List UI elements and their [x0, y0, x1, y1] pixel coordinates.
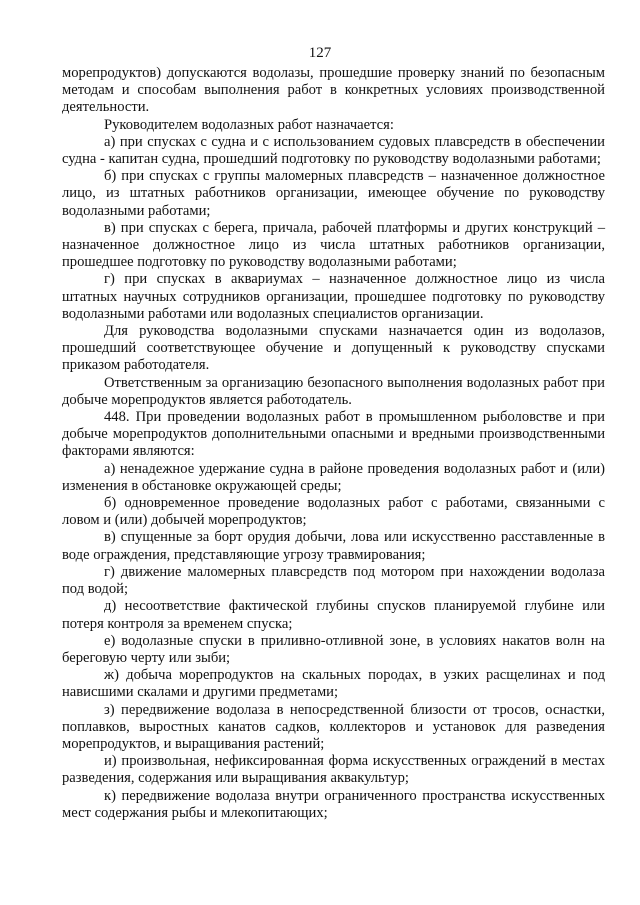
factor-i: и) произвольная, нефиксированная форма искусственных ограждений в местах разведения, содержания или выращивания аквакультур; [62, 753, 605, 787]
factor-g: г) движение маломерных плавсредств под мотором при нахождении водолаза под водой; [62, 563, 605, 598]
list-item-b: б) при спусках с группы маломерных плавсредств – назначенное должностное лицо, из штатных работников организации, имеющее обучение по руководству водолазными работами; [62, 168, 605, 219]
paragraph-2: Руководителем водолазных работ назначается: [104, 116, 394, 133]
paragraph-4: Ответственным за организацию безопасного выполнения водолазных работ при добыче морепродуктов является работодатель. [62, 374, 605, 408]
factor-z: з) передвижение водолаза в непосредственной близости от тросов, оснастки, поплавков, выростных канатов садков, коллекторов и установок для разведения морепродуктов, и выращивания растений; [62, 701, 605, 752]
factor-e: е) водолазные спуски в приливно-отливной зоне, в условиях накатов волн на береговую черту или зыби; [62, 632, 605, 666]
factor-d: д) несоответствие фактической глубины спусков планируемой глубине или потеря контроля за временем спуска; [62, 598, 605, 632]
paragraph-1: морепродуктов) допускаются водолазы, прошедшие проверку знаний по безопасным методам и способам выполнения работ в конкретных условиях производственной деятельности. [62, 65, 605, 116]
factor-zh: ж) добыча морепродуктов на скальных породах, в узких расщелинах и под нависшими скалами и другими предметами; [62, 667, 605, 701]
list-item-a: а) при спусках с судна и с использованием судовых плавсредств в обеспечении судна - капитан судна, прошедший подготовку по руководству водолазными работами; [62, 133, 605, 168]
list-item-g: г) при спусках в аквариумах – назначенное должностное лицо из числа штатных научных сотрудников организации, прошедшее подготовку по руководству водолазными работами или водолазных специалистов организации. [62, 271, 605, 322]
page-number: 127 [308, 45, 332, 61]
section-448: 448. При проведении водолазных работ в промышленном рыболовстве и при добыче морепродуктов дополнительными опасными и вредными производственными факторами являются: [62, 409, 605, 460]
factor-v: в) спущенные за борт орудия добычи, лова или искусственно расставленные в воде ограждения, представляющие угрозу травмирования; [62, 529, 605, 563]
paragraph-3: Для руководства водолазными спусками назначается один из водолазов, прошедший соответствующее обучение и допущенный к руководству спусками приказом работодателя. [62, 323, 605, 374]
factor-a: а) ненадежное удержание судна в районе проведения водолазных работ и (или) изменения в обстановке окружающей среды; [62, 460, 605, 494]
factor-b: б) одновременное проведение водолазных работ с работами, связанными с ловом и (или) добычей морепродуктов; [62, 495, 605, 529]
document-body [62, 65, 605, 822]
factor-k: к) передвижение водолаза внутри ограниченного пространства искусственных мест содержания рыбы и млекопитающих; [62, 787, 605, 821]
list-item-v: в) при спусках с берега, причала, рабочей платформы и других конструкций – назначенное должностное лицо из числа штатных работников организации, прошедшее подготовку по руководству водолазными работами; [62, 219, 605, 271]
